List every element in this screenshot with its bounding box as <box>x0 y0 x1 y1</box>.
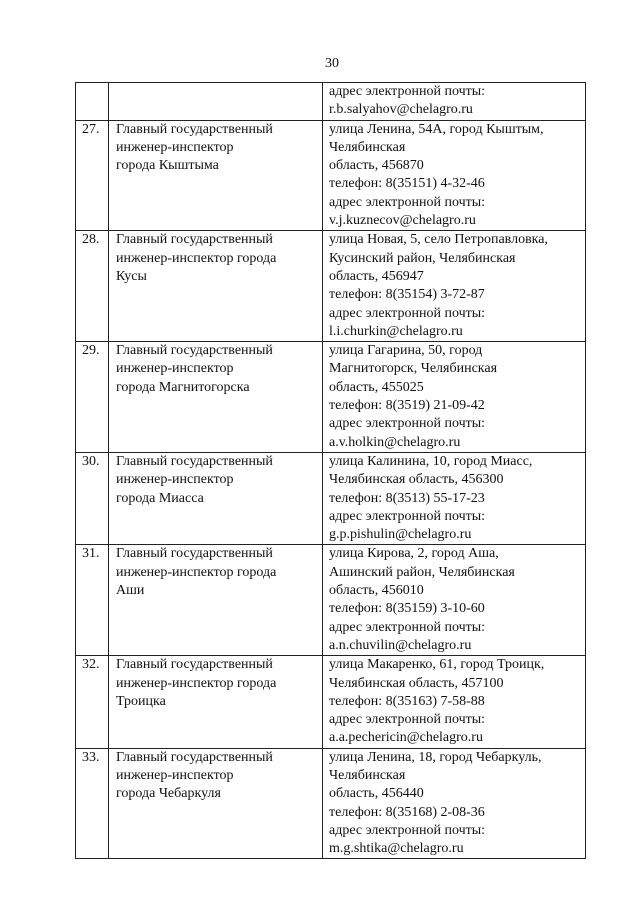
address-line: улица Ленина, 54А, город Кыштым, <box>329 121 544 137</box>
position-cell <box>109 231 323 342</box>
address-line: улица Кирова, 2, город Аша, <box>329 546 499 562</box>
address-cell <box>323 120 586 231</box>
address-line: Челябинская область, 457100 <box>329 675 504 691</box>
table-row-continuation <box>76 83 586 121</box>
address-cell <box>323 545 586 656</box>
table-row <box>76 748 586 859</box>
address-line: адрес электронной почты: <box>329 619 486 635</box>
position-line: Кусы <box>116 268 147 284</box>
address-cell <box>323 342 586 453</box>
address-cell <box>323 83 586 121</box>
address-line: область, 456010 <box>329 583 424 599</box>
email-address: a.v.holkin@chelagro.ru <box>329 434 461 450</box>
position-cell <box>109 545 323 656</box>
email-address: l.i.churkin@chelagro.ru <box>329 323 463 339</box>
position-line: инженер-инспектор <box>116 472 234 488</box>
address-line: телефон: 8(35151) 4-32-46 <box>329 176 485 192</box>
address-line: телефон: 8(3519) 21-09-42 <box>329 398 485 414</box>
position-line: города Чебаркуля <box>116 786 221 802</box>
row-number-cell: 32. <box>76 656 109 748</box>
table-row <box>76 342 586 453</box>
position-line: инженер-инспектор города <box>116 675 277 691</box>
address-line: улица Новая, 5, село Петропавловка, <box>329 232 548 248</box>
address-cell <box>323 231 586 342</box>
position-line: Главный государственный <box>116 343 273 359</box>
address-line: телефон: 8(3513) 55-17-23 <box>329 490 485 506</box>
position-line: Главный государственный <box>116 546 273 562</box>
inspectors-table <box>75 82 586 859</box>
address-line: улица Ленина, 18, город Чебаркуль, <box>329 749 542 765</box>
address-line: телефон: 8(35154) 3-72-87 <box>329 287 485 303</box>
row-number-cell: 29. <box>76 342 109 453</box>
email-address: r.b.salyahov@chelagro.ru <box>329 102 473 118</box>
address-cell <box>323 452 586 544</box>
address-line: Челябинская <box>329 139 406 155</box>
email-address: g.p.pishulin@chelagro.ru <box>329 527 472 543</box>
position-line: Главный государственный <box>116 232 273 248</box>
table-row <box>76 452 586 544</box>
table-row <box>76 656 586 748</box>
address-line: область, 456947 <box>329 268 424 284</box>
address-line: улица Гагарина, 50, город <box>329 343 483 359</box>
address-line: Челябинская <box>329 767 406 783</box>
position-line: города Миасса <box>116 490 204 506</box>
address-line: улица Калинина, 10, город Миасс, <box>329 453 533 469</box>
position-line: Главный государственный <box>116 453 273 469</box>
position-cell <box>109 120 323 231</box>
position-cell <box>109 452 323 544</box>
address-line: Ашинский район, Челябинская <box>329 564 515 580</box>
address-line: улица Макаренко, 61, город Троицк, <box>329 657 545 673</box>
email-address: v.j.kuznecov@chelagro.ru <box>329 213 476 229</box>
position-line: инженер-инспектор города <box>116 564 277 580</box>
position-line: Аши <box>116 583 145 599</box>
table-row <box>76 545 586 656</box>
row-number-cell: 30. <box>76 452 109 544</box>
address-line: Кусинский район, Челябинская <box>329 250 516 266</box>
address-line: телефон: 8(35159) 3-10-60 <box>329 601 485 617</box>
email-address: a.a.pechericin@chelagro.ru <box>329 730 483 746</box>
email-address: a.n.chuvilin@chelagro.ru <box>329 637 472 653</box>
page-number: 30 <box>325 56 339 71</box>
address-line: адрес электронной почты: <box>329 194 486 210</box>
position-line: инженер-инспектор <box>116 361 234 377</box>
position-line: инженер-инспектор города <box>116 250 277 266</box>
address-cell <box>323 656 586 748</box>
row-number-cell <box>76 83 109 121</box>
address-cell <box>323 748 586 859</box>
position-cell <box>109 83 323 121</box>
email-address: m.g.shtika@chelagro.ru <box>329 841 464 857</box>
address-line: Магнитогорск, Челябинская <box>329 361 498 377</box>
table-body <box>76 83 586 859</box>
address-line: телефон: 8(35163) 7-58-88 <box>329 693 485 709</box>
position-line: Главный государственный <box>116 121 273 137</box>
position-cell <box>109 342 323 453</box>
row-number-cell: 31. <box>76 545 109 656</box>
address-line: адрес электронной почты: <box>329 84 486 99</box>
address-line: адрес электронной почты: <box>329 712 486 728</box>
address-line: адрес электронной почты: <box>329 822 486 838</box>
position-line: инженер-инспектор <box>116 139 234 155</box>
table-row <box>76 231 586 342</box>
position-cell <box>109 656 323 748</box>
address-line: область, 456870 <box>329 158 424 174</box>
position-line: Главный государственный <box>116 657 273 673</box>
row-number-cell: 33. <box>76 748 109 859</box>
position-cell <box>109 748 323 859</box>
position-line: Троицка <box>116 693 166 709</box>
position-line: города Кыштыма <box>116 158 219 174</box>
address-line: Челябинская область, 456300 <box>329 472 504 488</box>
address-line: телефон: 8(35168) 2-08-36 <box>329 804 485 820</box>
row-number-cell: 27. <box>76 120 109 231</box>
position-line: инженер-инспектор <box>116 767 234 783</box>
address-line: область, 456440 <box>329 786 424 802</box>
row-number-cell: 28. <box>76 231 109 342</box>
address-line: адрес электронной почты: <box>329 416 486 432</box>
position-line: Главный государственный <box>116 749 273 765</box>
table-row <box>76 120 586 231</box>
position-line: города Магнитогорска <box>116 379 250 395</box>
address-line: адрес электронной почты: <box>329 508 486 524</box>
address-line: адрес электронной почты: <box>329 305 486 321</box>
address-line: область, 455025 <box>329 379 424 395</box>
